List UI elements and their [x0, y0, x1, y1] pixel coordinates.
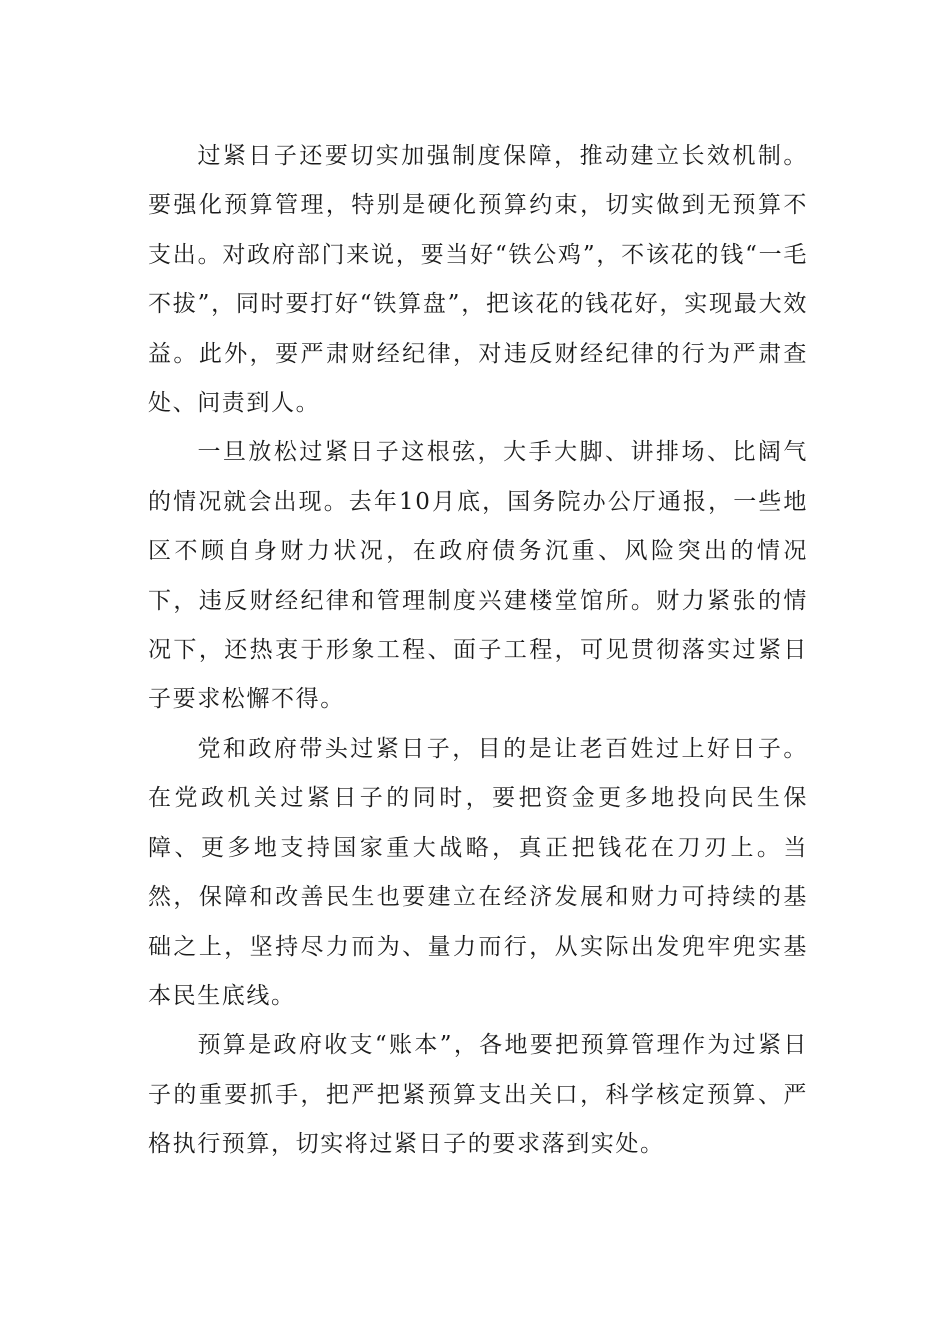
paragraph-3: 党和政府带头过紧日子，目的是让老百姓过上好日子。在党政机关过紧日子的同时，要把资金更多地投向民生保障、更多地支持国家重大战略，真正把钱花在刀刃上。当然，保障和改善民生也要建立在经济发展和财力可持续的基础之上，坚持尽力而为、量力而行，从实际出发兜牢兜实基本民生底线。	[148, 735, 808, 1009]
paragraph-4: 预算是政府收支“账本”，各地要把预算管理作为过紧日子的重要抓手，把严把紧预算支出关口，科学核定预算、严格执行预算，切实将过紧日子的要求落到实处。	[148, 1032, 808, 1158]
paragraph-2: 一旦放松过紧日子这根弦，大手大脚、讲排场、比阔气的情况就会出现。去年10月底，国务院办公厅通报，一些地区不顾自身财力状况，在政府债务沉重、风险突出的情况下，违反财经纪律和管理制度兴建楼堂馆所。财力紧张的情况下，还热衷于形象工程、面子工程，可见贯彻落实过紧日子要求松懈不得。	[148, 439, 808, 713]
document-body	[148, 132, 808, 1170]
paragraph-1: 过紧日子还要切实加强制度保障，推动建立长效机制。要强化预算管理，特别是硬化预算约束，切实做到无预算不支出。对政府部门来说，要当好“铁公鸡”，不该花的钱“一毛不拔”，同时要打好“铁算盘”，把该花的钱花好，实现最大效益。此外，要严肃财经纪律，对违反财经纪律的行为严肃查处、问责到人。	[148, 143, 808, 417]
